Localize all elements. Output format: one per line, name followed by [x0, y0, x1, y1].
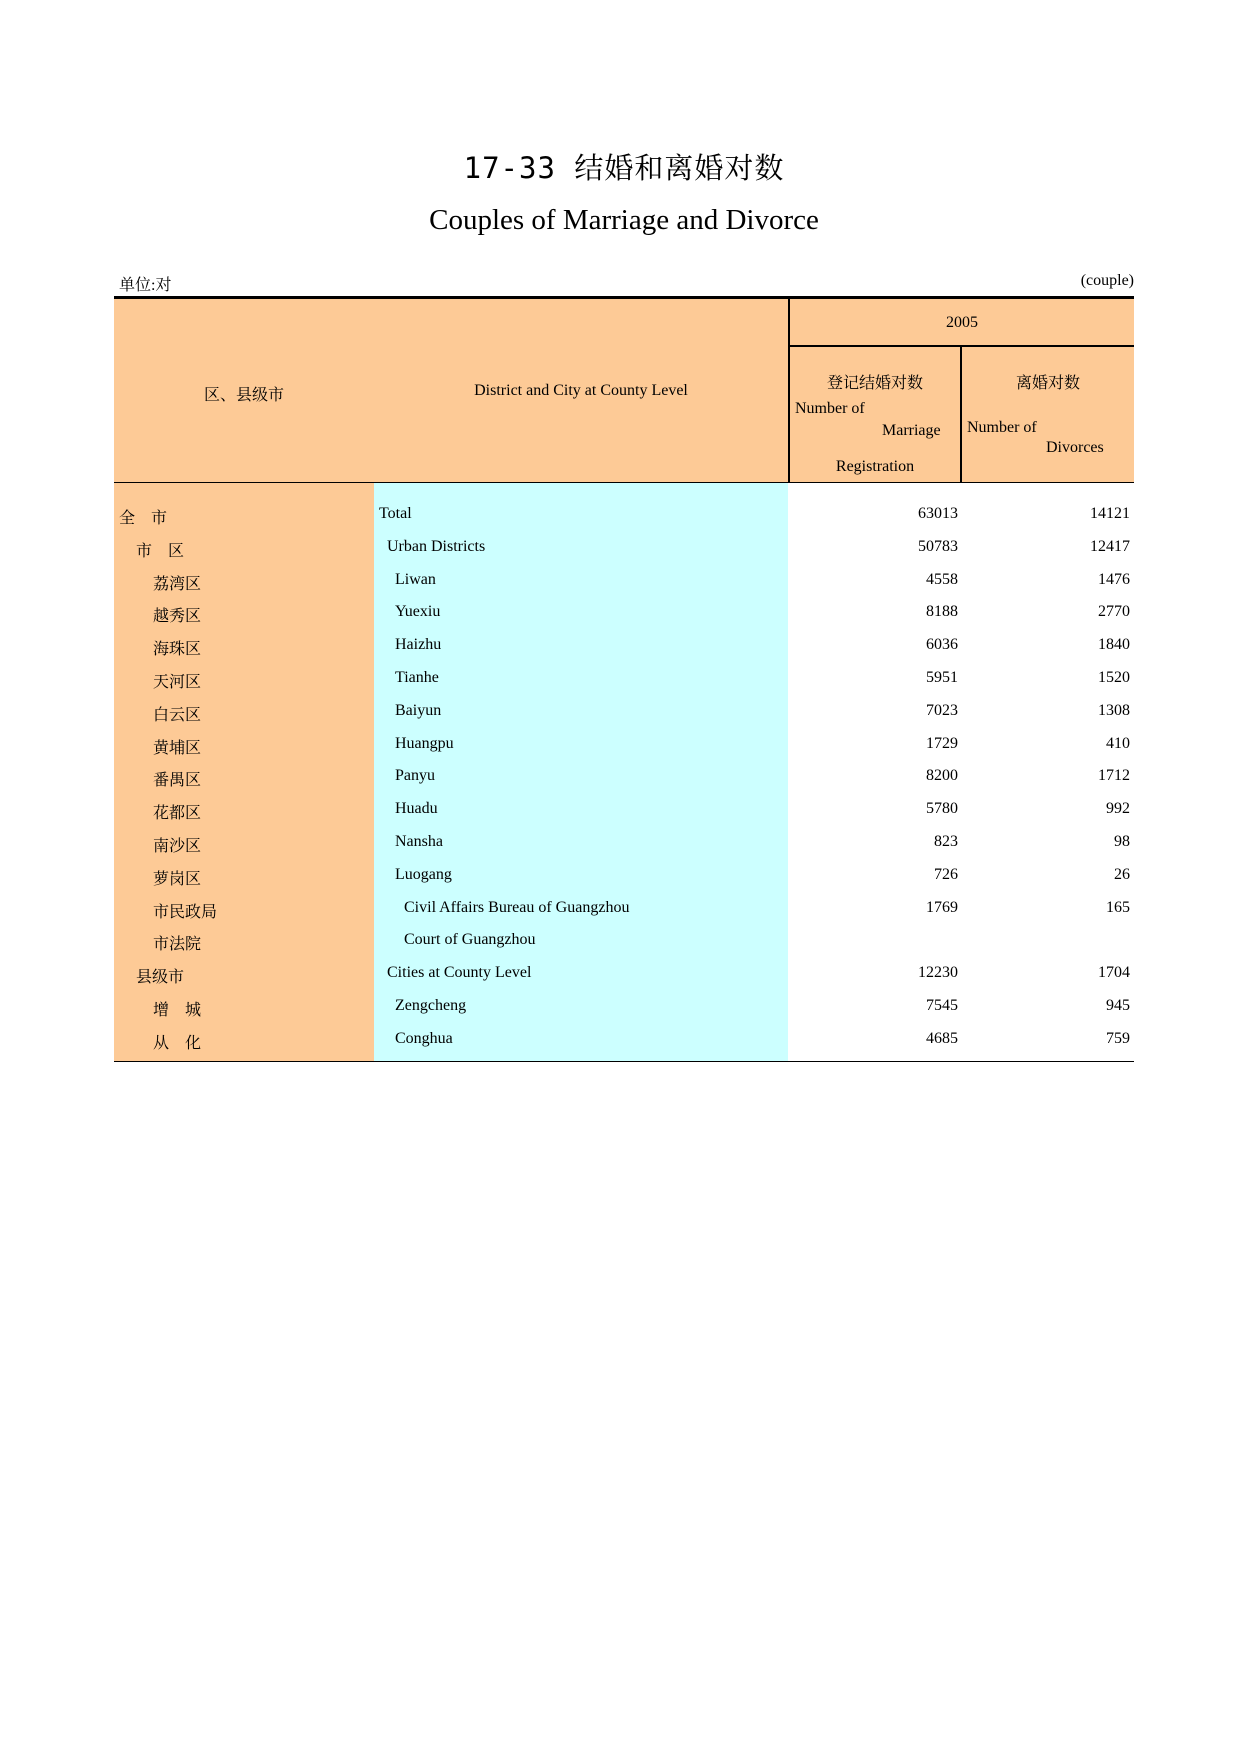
header-year: 2005: [946, 314, 978, 331]
row-district-cn: 增 城: [153, 1002, 202, 1019]
table-row: [114, 628, 1134, 661]
row-district-en: Urban Districts: [387, 537, 486, 555]
row-district-en: Total: [379, 505, 412, 522]
header-marriage-en-line2: Marriage: [882, 422, 941, 439]
row-divorce-count: 1840: [1098, 636, 1130, 654]
table-top-rule: [114, 296, 1134, 299]
table-row: [114, 1022, 1134, 1055]
row-district-cn: 白云区: [153, 706, 202, 724]
row-marriage-count: 6036: [926, 636, 958, 654]
row-divorce-count: 410: [1106, 734, 1130, 752]
row-district-en: Civil Affairs Bureau of Guangzhou: [404, 898, 630, 916]
row-district-cn: 从 化: [153, 1034, 202, 1052]
row-district-cn: 萝岗区: [153, 870, 202, 888]
row-divorce-count: 98: [1114, 833, 1130, 850]
row-marriage-count: 8188: [926, 603, 958, 621]
table-row: [114, 923, 1134, 956]
statistics-table: [114, 296, 1134, 1062]
row-marriage-count: 1729: [926, 734, 958, 752]
row-district-cn: 荔湾区: [153, 575, 202, 593]
row-marriage-count: 4685: [926, 1029, 958, 1047]
row-marriage-count: 8200: [926, 767, 958, 785]
row-marriage-count: 5951: [926, 669, 958, 686]
header-district-en: District and City at County Level: [474, 382, 688, 399]
row-district-en: Baiyun: [395, 701, 442, 719]
row-divorce-count: 945: [1106, 997, 1130, 1014]
row-marriage-count: 7545: [926, 997, 958, 1014]
table-row: [114, 595, 1134, 628]
row-district-en: Court of Guangzhou: [404, 931, 536, 949]
row-district-en: Yuexiu: [395, 603, 441, 621]
row-divorce-count: 2770: [1098, 603, 1130, 621]
row-district-cn: 海珠区: [153, 641, 202, 659]
row-divorce-count: 1476: [1098, 570, 1130, 588]
row-divorce-count: 1704: [1098, 964, 1130, 982]
table-header-rule: [114, 482, 1134, 483]
row-divorce-count: 12417: [1090, 537, 1130, 555]
row-marriage-count: 50783: [918, 537, 958, 555]
table-row: [114, 497, 1134, 530]
row-district-cn: 天河区: [153, 674, 202, 691]
row-district-en: Conghua: [395, 1029, 453, 1047]
row-district-cn: 黄埔区: [153, 739, 202, 757]
header-divider-middle: [960, 347, 962, 483]
row-district-en: Nansha: [395, 833, 443, 850]
row-divorce-count: 1308: [1098, 701, 1130, 719]
table-row: [114, 891, 1134, 924]
row-district-en: Zengcheng: [395, 997, 467, 1014]
row-marriage-count: 1769: [926, 898, 958, 916]
row-marriage-count: 823: [934, 833, 958, 850]
header-marriage-en-line3: Registration: [835, 458, 915, 475]
row-district-cn: 市 区: [136, 542, 185, 560]
row-district-en: Huadu: [395, 800, 438, 818]
row-district-cn: 南沙区: [153, 838, 202, 855]
table-row: [114, 563, 1134, 596]
row-divorce-count: 759: [1106, 1029, 1130, 1047]
table-row: [114, 956, 1134, 989]
row-marriage-count: 7023: [926, 701, 958, 719]
table-row: [114, 694, 1134, 727]
table-row: [114, 989, 1134, 1022]
row-district-en: Huangpu: [395, 734, 454, 752]
row-divorce-count: 992: [1106, 800, 1130, 818]
row-district-en: Luogang: [395, 865, 452, 883]
row-marriage-count: 63013: [918, 505, 958, 522]
table-row: [114, 661, 1134, 694]
row-divorce-count: 1520: [1098, 669, 1130, 686]
row-district-en: Tianhe: [395, 669, 439, 686]
row-marriage-count: 726: [934, 865, 958, 883]
row-district-cn: 花都区: [153, 805, 202, 823]
header-divorce-cn: 离婚对数: [1015, 375, 1080, 392]
header-marriage-cn: 登记结婚对数: [826, 375, 923, 392]
header-divorce-en-line1: Number of: [967, 419, 1037, 436]
unit-label-cn: 单位:对: [119, 277, 172, 294]
row-district-cn: 全 市: [119, 510, 168, 527]
page-title-en: Couples of Marriage and Divorce: [429, 204, 819, 236]
unit-label-en: (couple): [1080, 272, 1134, 289]
row-district-cn: 越秀区: [153, 608, 202, 626]
row-marriage-count: 12230: [918, 964, 958, 982]
row-district-en: Haizhu: [395, 636, 442, 654]
row-district-cn: 番禺区: [153, 772, 202, 790]
page-title-cn: 17-33 结婚和离婚对数: [463, 151, 785, 185]
row-marriage-count: 4558: [926, 570, 958, 588]
row-divorce-count: 1712: [1098, 767, 1130, 785]
year-row-rule: [788, 345, 1134, 347]
table-row: [114, 759, 1134, 792]
table-row: [114, 858, 1134, 891]
row-district-cn: 县级市: [136, 969, 185, 987]
row-marriage-count: 5780: [926, 800, 958, 818]
table-row: [114, 727, 1134, 760]
table-row: [114, 530, 1134, 563]
row-district-en: Cities at County Level: [387, 964, 532, 982]
row-district-en: Liwan: [395, 570, 436, 588]
row-district-en: Panyu: [395, 767, 435, 785]
header-divorce-en-line2: Divorces: [1046, 439, 1104, 456]
row-divorce-count: 165: [1106, 898, 1130, 916]
header-marriage-en-line1: Number of: [795, 400, 865, 417]
table-bottom-rule: [114, 1061, 1134, 1062]
table-row: [114, 825, 1134, 858]
header-district-cn: 区、县级市: [203, 387, 284, 404]
row-divorce-count: 26: [1114, 865, 1130, 883]
table-row: [114, 792, 1134, 825]
row-divorce-count: 14121: [1090, 505, 1130, 522]
row-district-cn: 市法院: [153, 936, 202, 954]
row-district-cn: 市民政局: [153, 903, 218, 921]
